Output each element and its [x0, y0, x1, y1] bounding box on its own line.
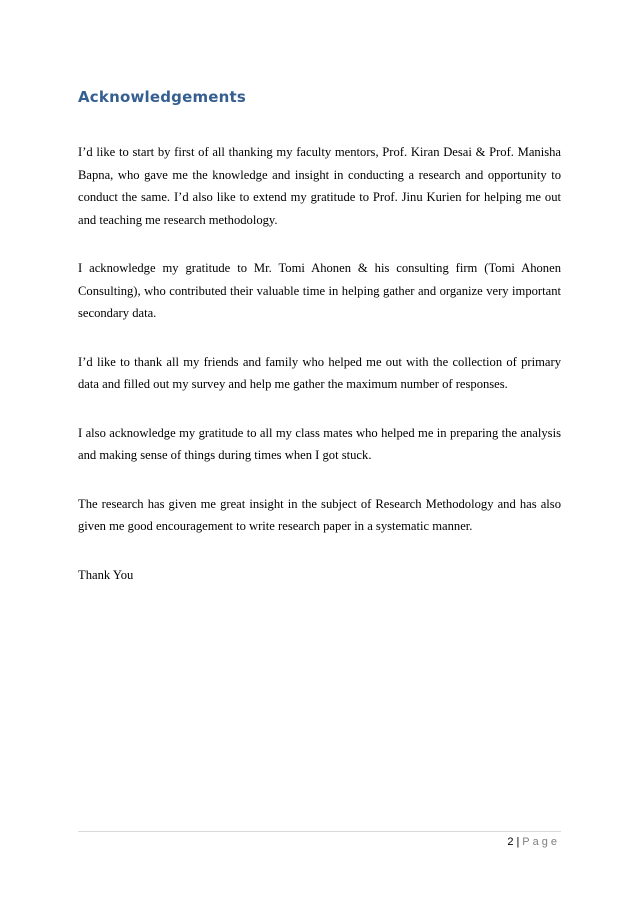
page-label: Page: [522, 836, 560, 848]
page-heading: Acknowledgements: [78, 88, 247, 106]
page-footer: [507, 836, 560, 848]
paragraph-friends-family: I’d like to thank all my friends and family who helped me out with the collection of primary data and filled out my survey and help me gather the maximum number of responses.: [78, 354, 561, 391]
paragraph-classmates: I also acknowledge my gratitude to all my class mates who helped me in preparing the analysis and making sense of things during times when I got stuck.: [78, 425, 561, 462]
paragraph-thank-you: Thank You: [78, 567, 134, 582]
paragraph-consulting: I acknowledge my gratitude to Mr. Tomi Ahonen & his consulting firm (Tomi Ahonen Consulting), who contributed their valuable time in helping gather and organize very important secondary data.: [78, 261, 561, 320]
paragraph-mentors: I’d like to start by first of all thanking my faculty mentors, Prof. Kiran Desai & Prof. Manisha Bapna, who gave me the knowledge and insight in conducting a research and opportunity to conduct the same. I’d also like to extend my gratitude to Prof. Jinu Kurien for helping me out and teaching me research methodology.: [78, 145, 561, 227]
footer-separator: |: [516, 836, 520, 848]
footer-divider: [78, 831, 561, 832]
page-number: 2: [507, 836, 514, 848]
paragraph-research-insight: The research has given me great insight in the subject of Research Methodology and has also given me good encouragement to write research paper in a systematic manner.: [78, 496, 561, 533]
body-text: [78, 141, 561, 612]
